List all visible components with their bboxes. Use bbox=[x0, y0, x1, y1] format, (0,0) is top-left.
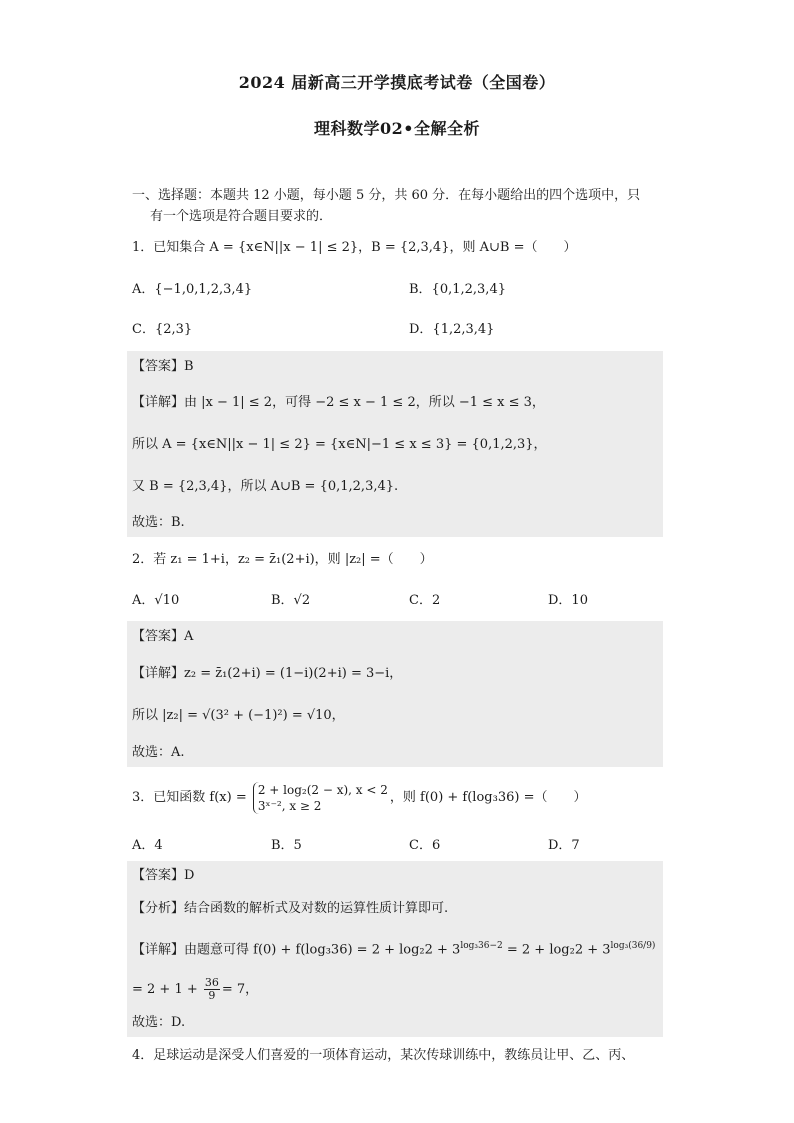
q3-option-a: A．4 bbox=[132, 838, 163, 853]
q3-fraction-denominator: 9 bbox=[208, 989, 216, 1002]
q1-detail-line1: 【详解】由 |x − 1| ≤ 2，可得 −2 ≤ x − 1 ≤ 2，所以 −1 ≤ x ≤ 3， bbox=[132, 395, 545, 410]
q3-detail-exponent-1: log₃36−2 bbox=[460, 941, 503, 951]
q3-detail-mid: = 2 + log₂2 + 3 bbox=[502, 942, 611, 958]
q1-option-b: B．{0,1,2,3,4} bbox=[409, 282, 506, 297]
q3-piecewise-function bbox=[253, 782, 388, 814]
q1-choice: 故选：B. bbox=[132, 515, 185, 530]
q2-option-b: B．√2 bbox=[271, 593, 311, 608]
question-2-stem: 2．若 z₁ = 1+i，z₂ = z̄₁(2+i)，则 |z₂| =（ ） bbox=[132, 552, 433, 567]
exam-subtitle: 理科数学02•全解全析 bbox=[314, 119, 480, 138]
q3-option-c: C．6 bbox=[409, 838, 441, 853]
q3-fraction-numerator: 36 bbox=[204, 976, 219, 989]
q3-answer: 【答案】D bbox=[132, 868, 195, 883]
q1-option-a: A．{−1,0,1,2,3,4} bbox=[132, 282, 253, 297]
q1-option-d: D．{1,2,3,4} bbox=[409, 322, 495, 337]
q2-detail-line1: 【详解】z₂ = z̄₁(2+i) = (1−i)(2+i) = 3−i， bbox=[132, 666, 403, 681]
q1-answer: 【答案】B bbox=[132, 359, 194, 374]
q2-option-d: D．10 bbox=[548, 593, 588, 608]
q2-option-a: A．√10 bbox=[132, 593, 180, 608]
q3-choice: 故选：D. bbox=[132, 1015, 186, 1030]
q3-stem-prefix: 3．已知函数 f(x) = bbox=[132, 790, 251, 805]
q3-detail-prefix: 【详解】由题意可得 f(0) + f(log₃36) = 2 + log₂2 + 3 bbox=[132, 942, 461, 958]
question-1-stem: 1．已知集合 A = {x∈N||x − 1| ≤ 2}，B = {2,3,4}，则 A∪B =（ ） bbox=[132, 240, 577, 255]
section-instructions-line1: 一、选择题：本题共 12 小题，每小题 5 分，共 60 分．在每小题给出的四个选项中，只 bbox=[132, 188, 641, 203]
exam-title: 2024 届新高三开学摸底考试卷（全国卷） bbox=[238, 73, 556, 92]
q3-piece-1: 2 + log₂(2 − x), x < 2 bbox=[257, 782, 388, 797]
q3-detail-exponent-2: log₃(36/9) bbox=[610, 941, 656, 951]
q3-detail2-prefix: = 2 + 1 + bbox=[132, 982, 202, 997]
question-3-stem bbox=[132, 780, 586, 816]
q2-answer: 【答案】A bbox=[132, 629, 194, 644]
q3-detail-line1 bbox=[132, 936, 655, 960]
q1-detail-line3: 又 B = {2,3,4}，所以 A∪B = {0,1,2,3,4}. bbox=[132, 479, 399, 494]
q3-detail2-suffix: = 7， bbox=[221, 982, 259, 997]
q2-option-c: C．2 bbox=[409, 593, 441, 608]
q1-option-c: C．{2,3} bbox=[132, 322, 193, 337]
q3-detail-line2 bbox=[132, 975, 258, 1005]
q3-option-d: D．7 bbox=[548, 838, 580, 853]
q1-detail-line2: 所以 A = {x∈N||x − 1| ≤ 2} = {x∈N|−1 ≤ x ≤ 3} = {0,1,2,3}， bbox=[132, 437, 547, 452]
q3-stem-suffix: ，则 f(0) + f(log₃36) =（ ） bbox=[389, 790, 587, 805]
q2-detail-line2: 所以 |z₂| = √(3² + (−1)²) = √10， bbox=[132, 708, 345, 723]
q3-analysis: 【分析】结合函数的解析式及对数的运算性质计算即可. bbox=[132, 901, 449, 916]
q3-option-b: B．5 bbox=[271, 838, 302, 853]
section-instructions-line2: 有一个选项是符合题目要求的． bbox=[150, 209, 333, 224]
q3-fraction bbox=[204, 977, 220, 1002]
question-4-stem: 4．足球运动是深受人们喜爱的一项体育运动，某次传球训练中，教练员让甲、乙、丙、 bbox=[132, 1048, 635, 1063]
q2-solution-block bbox=[127, 621, 663, 767]
q3-piece-2: 3ˣ⁻², x ≥ 2 bbox=[257, 798, 322, 813]
q2-choice: 故选：A. bbox=[132, 745, 185, 760]
